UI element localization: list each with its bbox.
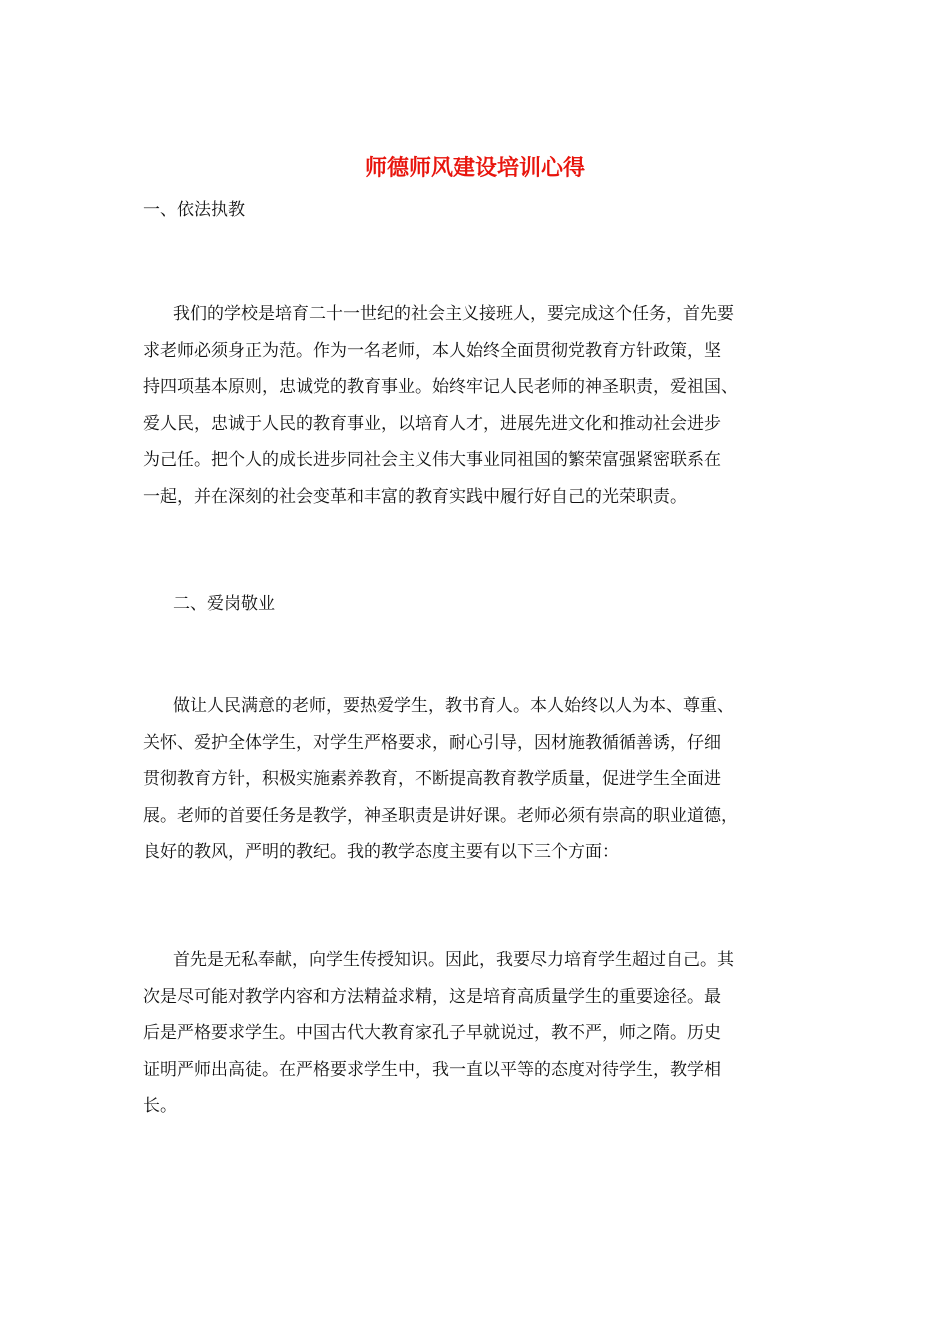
paragraph-line: 证明严师出高徒。在严格要求学生中，我一直以平等的态度对待学生，教学相 — [143, 1059, 721, 1080]
paragraph-line: 后是严格要求学生。中国古代大教育家孔子早就说过，教不严，师之隋。历史 — [143, 1023, 721, 1043]
paragraph-line: 一起，并在深刻的社会变革和丰富的教育实践中履行好自己的光荣职责。 — [143, 486, 687, 507]
paragraph-line: 关怀、爱护全体学生，对学生严格要求，耐心引导，因材施教循循善诱，仔细 — [143, 732, 721, 753]
section-2-paragraph-1 — [143, 688, 808, 871]
paragraph-line: 做让人民满意的老师，要热爱学生，教书育人。本人始终以人为本、尊重、 — [173, 696, 734, 716]
paragraph-line: 展。老师的首要任务是教学，神圣职责是讲好课。老师必须有崇高的职业道德， — [143, 805, 738, 826]
paragraph-line: 贯彻教育方针，积极实施素养教育，不断提高教育教学质量，促进学生全面进 — [143, 769, 721, 789]
paragraph-line: 良好的教风，严明的教纪。我的教学态度主要有以下三个方面： — [143, 842, 619, 862]
section-heading-1: 一、依法执教 — [143, 200, 245, 220]
paragraph-line: 求老师必须身正为范。作为一名老师，本人始终全面贯彻党教育方针政策，坚 — [143, 340, 721, 361]
section-heading-2: 二、爱岗敬业 — [173, 594, 275, 614]
paragraph-line: 持四项基本原则，忠诚党的教育事业。始终牢记人民老师的神圣职责，爱祖国、 — [143, 377, 738, 397]
paragraph-line: 长。 — [143, 1096, 177, 1116]
paragraph-line: 次是尽可能对教学内容和方法精益求精，这是培育高质量学生的重要途径。最 — [143, 986, 721, 1007]
section-2-paragraph-2 — [143, 942, 808, 1125]
document-title: 师德师风建设培训心得 — [364, 155, 585, 181]
paragraph-line: 爱人民，忠诚于人民的教育事业，以培育人才，进展先进文化和推动社会进步 — [143, 413, 721, 434]
paragraph-line: 为己任。把个人的成长进步同社会主义伟大事业同祖国的繁荣富强紧密联系在 — [143, 450, 721, 470]
paragraph-line: 首先是无私奉献，向学生传授知识。因此，我要尽力培育学生超过自己。其 — [173, 950, 734, 970]
paragraph-line: 我们的学校是培育二十一世纪的社会主义接班人，要完成这个任务，首先要 — [173, 304, 734, 324]
section-1-paragraph — [143, 296, 808, 515]
